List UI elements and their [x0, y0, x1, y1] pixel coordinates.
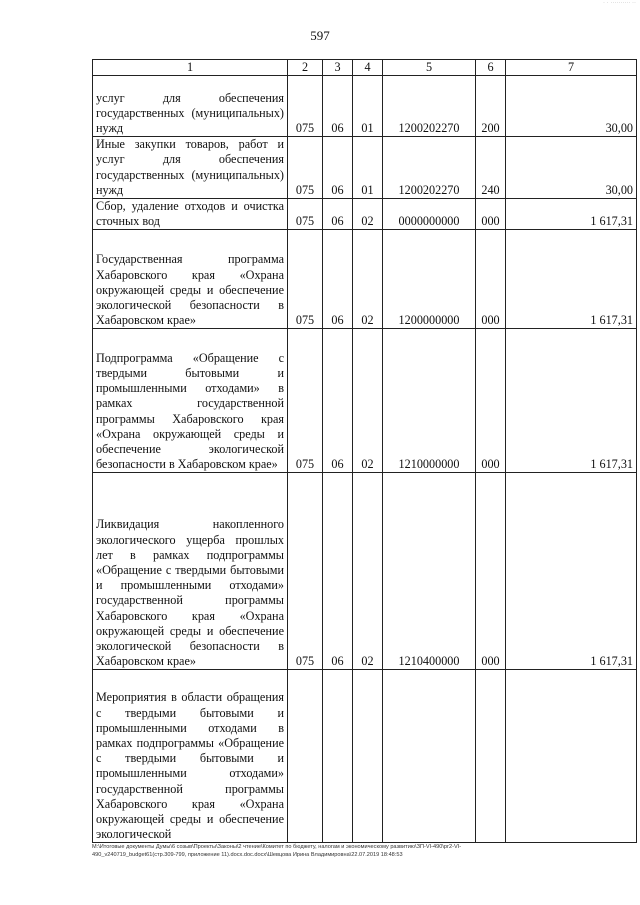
row-subsection-code: 02	[353, 473, 383, 670]
header-col-1: 1	[93, 60, 288, 76]
footer-line-1: M:\Итоговые документы Думы\6 созыв\Проекты\Законы\2 чтение\Комитет по бюджету, налогам и экономическому развитию\ЗП-VI-490\рг2-VI-	[92, 844, 462, 850]
row-subsection-code: 01	[353, 137, 383, 199]
row-amount: 30,00	[506, 76, 637, 137]
row-ministry-code: 075	[288, 230, 323, 329]
row-ministry-code: 075	[288, 329, 323, 473]
row-subsection-code: 02	[353, 329, 383, 473]
table-row	[93, 473, 637, 670]
row-ministry-code: 075	[288, 199, 323, 230]
header-col-5: 5	[383, 60, 476, 76]
row-ministry-code	[288, 670, 323, 843]
page-number: 597	[310, 28, 330, 43]
row-expense-type: 000	[476, 473, 506, 670]
row-ministry-code: 075	[288, 137, 323, 199]
row-target-code: 1200202270	[383, 137, 476, 199]
header-col-2: 2	[288, 60, 323, 76]
header-col-6: 6	[476, 60, 506, 76]
table-row	[93, 230, 637, 329]
header-col-3: 3	[323, 60, 353, 76]
row-target-code: 1200202270	[383, 76, 476, 137]
budget-table	[92, 59, 637, 843]
table-row	[93, 670, 637, 843]
row-target-code: 1200000000	[383, 230, 476, 329]
row-amount: 1 617,31	[506, 230, 637, 329]
row-ministry-code: 075	[288, 473, 323, 670]
row-subsection-code: 02	[353, 230, 383, 329]
scan-corner-mark: · · ·········· ··	[603, 0, 636, 6]
row-section-code: 06	[323, 473, 353, 670]
row-name: Иные закупки товаров, работ и услуг для обеспечения государственных (муниципальных) нужд	[93, 137, 288, 199]
row-subsection-code	[353, 670, 383, 843]
row-expense-type: 200	[476, 76, 506, 137]
row-name: Мероприятия в области обращения с твердыми бытовыми и промышленными отходами в рамках подпрограммы «Обращение с твердыми бытовыми и промышленными отходами» государственной программы Хабаровского края «Охрана окружающей среды и обеспечение экологической	[93, 670, 288, 843]
row-expense-type: 000	[476, 329, 506, 473]
row-amount: 1 617,31	[506, 199, 637, 230]
row-name: услуг для обеспечения государственных (муниципальных) нужд	[93, 76, 288, 137]
row-name: Ликвидация накопленного экологического ущерба прошлых лет в рамках подпрограммы «Обращение с твердыми бытовыми и промышленными отходами» государственной программы Хабаровского края «Охрана окружающей среды и обеспечение экологической безопасности в Хабаровском крае»	[93, 473, 288, 670]
row-expense-type: 000	[476, 230, 506, 329]
row-subsection-code: 02	[353, 199, 383, 230]
row-target-code: 0000000000	[383, 199, 476, 230]
row-amount	[506, 670, 637, 843]
table-row	[93, 329, 637, 473]
table-row	[93, 76, 637, 137]
footer-line-2: 490_v240719_budget61(стр.309-799, приложение 11).docx.doc.docx\Шевцова Ирина Владимировна\22.07.2019 18:48:53	[92, 852, 403, 858]
header-col-4: 4	[353, 60, 383, 76]
row-target-code	[383, 670, 476, 843]
row-target-code: 1210000000	[383, 329, 476, 473]
row-section-code	[323, 670, 353, 843]
row-amount: 30,00	[506, 137, 637, 199]
row-expense-type	[476, 670, 506, 843]
row-name: Подпрограмма «Обращение с твердыми бытовыми и промышленными отходами» в рамках государственной программы Хабаровского края «Охрана окружающей среды и обеспечение экологической безопасности в Хабаровском крае»	[93, 329, 288, 473]
header-row	[93, 60, 637, 76]
row-expense-type: 000	[476, 199, 506, 230]
row-amount: 1 617,31	[506, 473, 637, 670]
document-path-footer	[92, 843, 612, 859]
row-section-code: 06	[323, 137, 353, 199]
row-name: Государственная программа Хабаровского края «Охрана окружающей среды и обеспечение экологической безопасности в Хабаровском крае»	[93, 230, 288, 329]
row-name: Сбор, удаление отходов и очистка сточных вод	[93, 199, 288, 230]
table-row	[93, 137, 637, 199]
row-section-code: 06	[323, 199, 353, 230]
row-amount: 1 617,31	[506, 329, 637, 473]
row-expense-type: 240	[476, 137, 506, 199]
row-ministry-code: 075	[288, 76, 323, 137]
row-section-code: 06	[323, 76, 353, 137]
header-col-7: 7	[506, 60, 637, 76]
row-target-code: 1210400000	[383, 473, 476, 670]
row-section-code: 06	[323, 329, 353, 473]
table-row	[93, 199, 637, 230]
row-subsection-code: 01	[353, 76, 383, 137]
row-section-code: 06	[323, 230, 353, 329]
